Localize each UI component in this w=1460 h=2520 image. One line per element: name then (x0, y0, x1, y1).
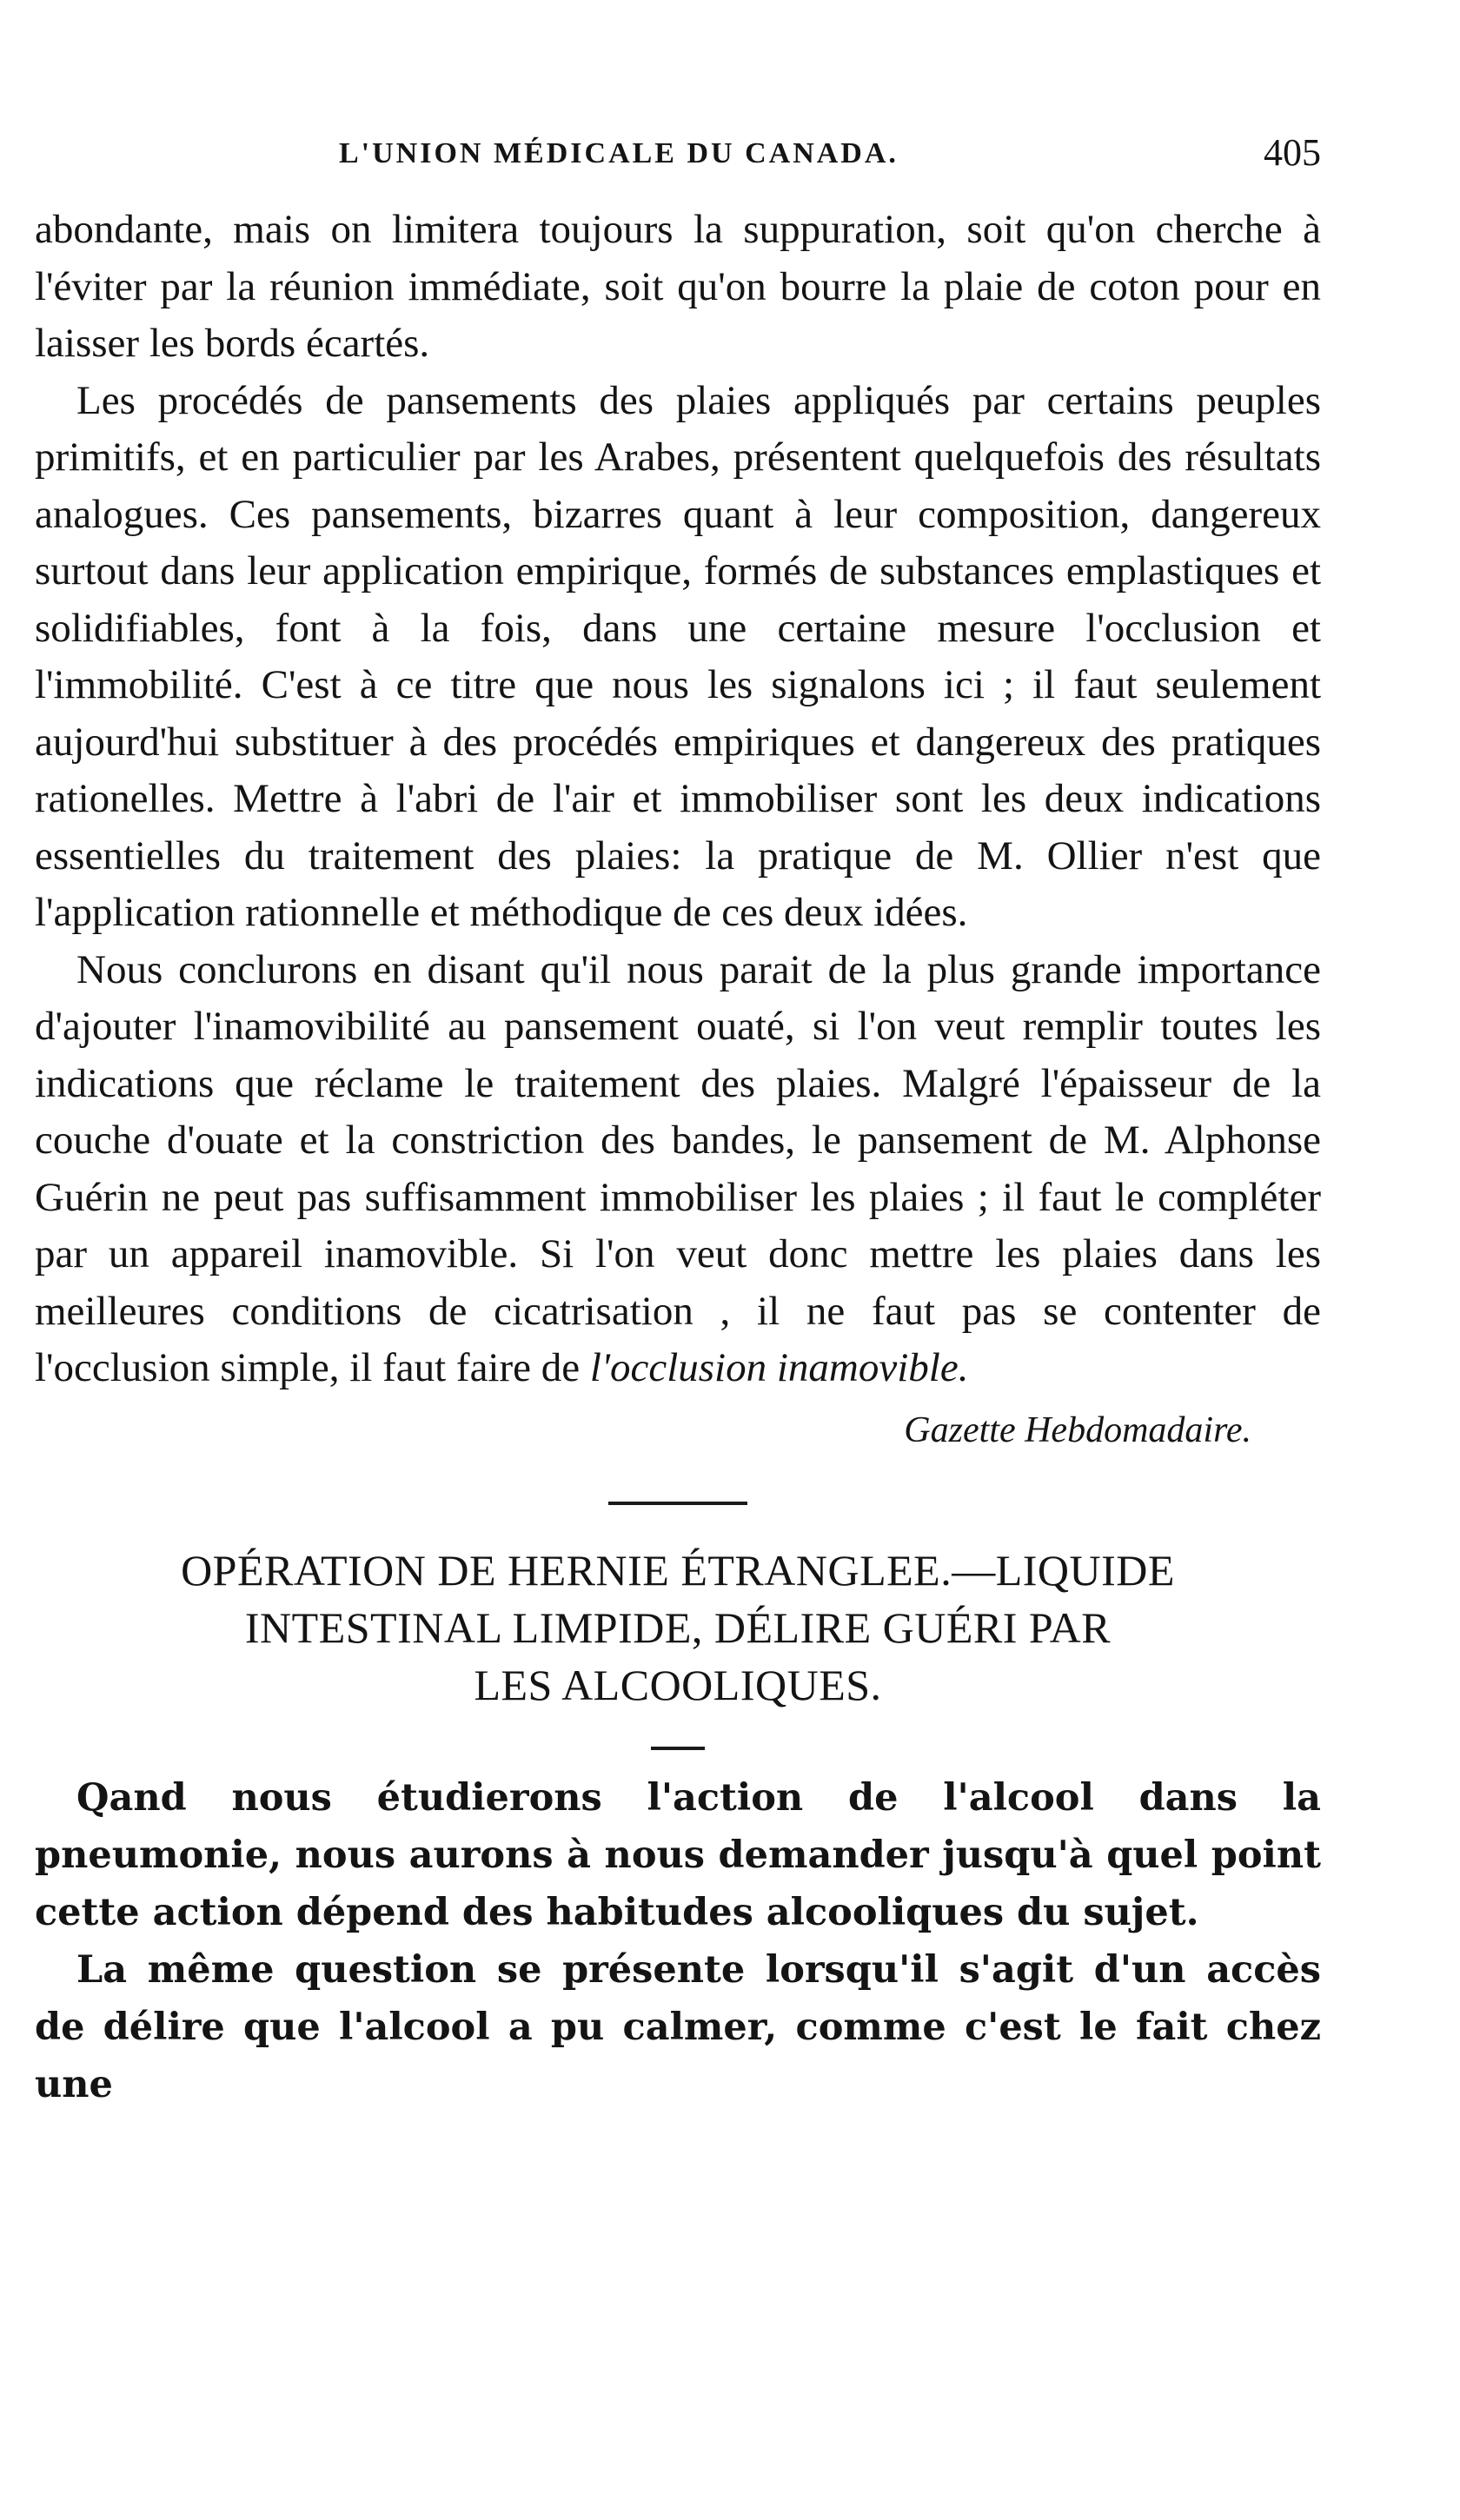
heading-line-1: OPÉRATION DE HERNIE ÉTRANGLEE.—LIQUIDE (181, 1545, 1175, 1595)
article-body (35, 202, 1321, 1456)
heading-line-2: INTESTINAL LIMPIDE, DÉLIRE GUÉRI PAR (244, 1602, 1112, 1652)
heading-divider (651, 1747, 705, 1750)
document-page (35, 130, 1321, 2113)
section-divider (608, 1502, 747, 1505)
article-heading (35, 1542, 1321, 1714)
paragraph-pansements: Les procédés de pansements des plaies appliqués par certains peuples primitifs, et en particulier par les Arabes, présentent quelquefois des résultats analogues. Ces pansements, bizarres quant à leur composition, dangereux surtout dans leur application empirique, formés de substances emplastiques et solidifiables, font à la fois, dans une certaine mesure l'occlusion et l'immobilité. C'est à ce titre que nous les signalons ici ; il faut seulement aujourd'hui substituer à des procédés empiriques et dangereux des pratiques rationelles. Mettre à l'abri de l'air et immobiliser sont les deux indications essentielles du traitement des plaies: la pratique de M. Ollier n'est que l'application rationnelle et méthodique de ces deux idées. (35, 377, 1321, 935)
conclusion-italic: l'occlusion inamovible. (589, 1345, 969, 1390)
heading-line-3: LES ALCOOLIQUES. (474, 1660, 882, 1709)
source-citation: Gazette Hebdomadaire. (904, 1409, 1251, 1450)
page-number: 405 (1264, 131, 1321, 174)
conclusion-text: Nous conclurons en disant qu'il nous parait de la plus grande importance d'ajouter l'inamovibilité au pansement ouaté, si l'on veut remplir toutes les indications que réclame le traitement des plaies. Malgré l'épaisseur de la couche d'ouate et la constriction des bandes, le pansement de M. Alphonse Guérin ne peut pas suffisamment immobiliser les plaies ; il faut le compléter par un appareil inamovible. Si l'on veut donc mettre les plaies dans les meilleures conditions de cicatrisation , il ne faut pas se contenter de l'occlusion simple, il faut faire de (35, 946, 1321, 1390)
running-head (35, 130, 1321, 182)
paragraph-conclusion (35, 942, 1321, 1397)
paragraph-alcool: Qand nous étudierons l'action de l'alcool dans la pneumonie, nous aurons à nous demander jusqu'à quel point cette action dépend des habitudes alcooliques du sujet. (35, 1775, 1321, 1934)
paragraph-delire: La même question se présente lorsqu'il s'agit d'un accès de délire que l'alcool a pu calmer, comme c'est le fait chez une (35, 1947, 1321, 2106)
running-title: L'UNION MÉDICALE DU CANADA. (339, 137, 899, 169)
article2-body (35, 1769, 1321, 2113)
paragraph-continued: abondante, mais on limitera toujours la suppuration, soit qu'on cherche à l'éviter par la réunion immédiate, soit qu'on bourre la plaie de coton pour en laisser les bords écartés. (35, 207, 1321, 366)
